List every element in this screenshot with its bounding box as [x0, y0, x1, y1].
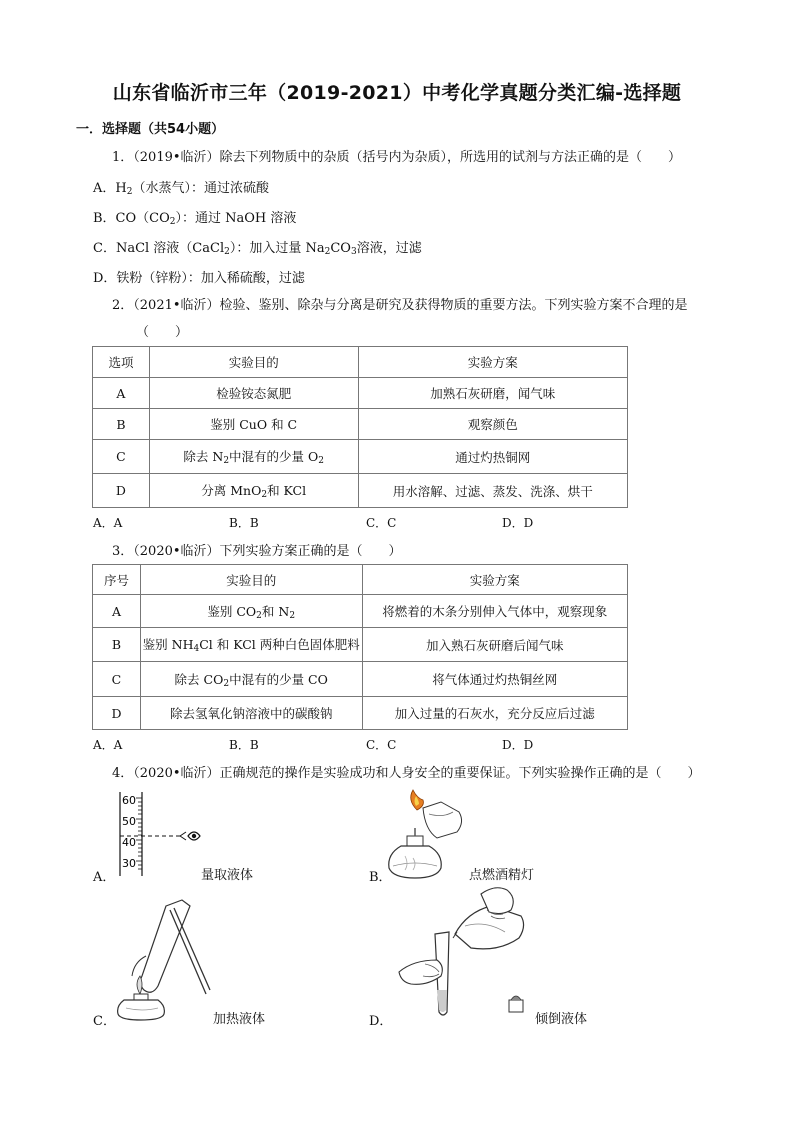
q1-c-sub2: 2 — [324, 247, 331, 257]
cell-sub: 2 — [256, 610, 262, 621]
table-row — [93, 409, 628, 440]
table-cell: 检验铵态氮肥 — [149, 378, 358, 409]
table-cell: C — [93, 662, 141, 697]
q1-c-text2: ）：加入过量 Na — [229, 241, 325, 256]
table-header-cell: 实验目的 — [149, 347, 358, 378]
cell-text: Cl 和 KCl 两种白色固体肥料 — [199, 637, 360, 652]
q1-a-sub: 2 — [126, 187, 133, 197]
table-header-cell: 实验方案 — [362, 565, 627, 595]
table-cell: D — [93, 697, 141, 730]
table-cell: A — [93, 595, 141, 628]
table-header-cell: 实验方案 — [358, 347, 627, 378]
cell-sub: 4 — [193, 644, 200, 654]
q2-answer-b[interactable]: B．B — [229, 516, 259, 530]
q2-answer-options — [0, 514, 794, 530]
table-cell — [149, 440, 358, 474]
q3-answer-d[interactable]: D．D — [502, 738, 534, 752]
q1-option-d[interactable]: D．铁粉（锌粉）：加入稀硫酸，过滤 — [93, 271, 305, 286]
cell-sub: 2 — [261, 490, 268, 500]
q1-option-a[interactable] — [93, 177, 269, 197]
q2-answer-c[interactable]: C．C — [366, 516, 397, 530]
q4-option-c-label: 加热液体 — [213, 1012, 266, 1027]
q1-option-b[interactable] — [93, 207, 296, 227]
q2-table — [92, 346, 628, 508]
q1-c-text: C．NaCl 溶液（CaCl — [93, 241, 225, 256]
cell-text: 和 N — [261, 603, 290, 619]
test-tube-icon — [140, 900, 190, 992]
table-cell — [140, 628, 362, 662]
table-cell: 观察颜色 — [358, 409, 627, 440]
table-row — [93, 474, 628, 508]
table-cell — [140, 595, 362, 628]
table-row — [93, 662, 628, 697]
cylinder-tick-label: 40 — [122, 836, 136, 849]
cell-sub: 2 — [289, 610, 296, 621]
q1-a-text2: （水蒸气）：通过浓硫酸 — [132, 181, 269, 196]
page-title: 山东省临沂市三年（2019-2021）中考化学真题分类汇编-选择题 — [112, 82, 682, 104]
lamp-wick-holder-icon — [407, 836, 423, 846]
q4-stem: 4．（2020•临沂）正确规范的操作是实验成功和人身安全的重要保证。下列实验操作正确的是（ ） — [112, 766, 701, 781]
table-row — [93, 378, 628, 409]
cylinder-tick-label: 30 — [122, 857, 136, 870]
table-header-cell: 实验目的 — [140, 565, 362, 595]
table-cell: 将气体通过灼热铜丝网 — [362, 662, 627, 697]
q1-c-text4: 溶液，过滤 — [356, 241, 422, 256]
q4-option-d-letter[interactable]: D． — [369, 1014, 393, 1029]
graduated-cylinder-figure — [108, 790, 208, 878]
table-row — [93, 440, 628, 474]
q2-answer-d[interactable]: D．D — [502, 516, 534, 530]
q1-b-text: B．CO（CO — [93, 211, 170, 226]
table-cell: C — [93, 440, 150, 474]
q4-option-a-label: 量取液体 — [201, 868, 254, 883]
q1-c-sub: 2 — [224, 247, 230, 257]
table-cell: 用水溶解、过滤、蒸发、洗涤、烘干 — [358, 474, 627, 508]
tilted-lamp-icon — [423, 802, 462, 838]
table-cell — [149, 474, 358, 508]
table-cell: 通过灼热铜网 — [358, 440, 627, 474]
cell-sub: 2 — [223, 678, 230, 689]
arrow-icon — [180, 832, 186, 840]
cylinder-tick-label: 60 — [122, 794, 136, 807]
q4-option-a-letter[interactable]: A． — [93, 870, 116, 885]
q4-option-c-letter[interactable]: C． — [93, 1014, 116, 1029]
table-cell: D — [93, 474, 150, 508]
q1-c-sub3: 3 — [350, 247, 357, 257]
cylinder-tick-label: 50 — [122, 815, 136, 828]
table-header-row — [93, 565, 628, 595]
cell-text: 鉴别 CO — [207, 603, 257, 619]
cell-text: 中混有的少量 O — [229, 449, 319, 464]
bottle-stopper-icon — [509, 1000, 523, 1012]
cell-sub: 2 — [223, 456, 230, 466]
cylinder-scale — [136, 798, 142, 869]
table-cell: B — [93, 628, 141, 662]
q4-option-b-letter[interactable]: B． — [369, 870, 392, 885]
table-row — [93, 595, 628, 628]
table-cell: 加入熟石灰研磨后闻气味 — [362, 628, 627, 662]
cell-text: 鉴别 NH — [142, 637, 194, 652]
table-header-cell: 序号 — [93, 565, 141, 595]
cell-text: 中混有的少量 CO — [229, 671, 328, 687]
q3-answer-a[interactable]: A．A — [93, 738, 123, 752]
lamp-neck-icon — [134, 994, 148, 1000]
q1-a-text: A．H — [93, 181, 127, 196]
table-cell: A — [93, 378, 150, 409]
q2-stem-bracket: （ ） — [136, 325, 189, 340]
q1-b-sub: 2 — [169, 217, 176, 227]
table-header-cell: 选项 — [93, 347, 150, 378]
q1-option-c[interactable] — [93, 237, 422, 257]
table-cell — [140, 662, 362, 697]
q2-answer-a[interactable]: A．A — [93, 516, 123, 530]
q3-answer-options — [0, 736, 794, 752]
q1-stem: 1．（2019•临沂）除去下列物质中的杂质（括号内为杂质），所选用的试剂与方法正确的是（ ） — [112, 150, 682, 165]
cell-text: 分离 MnO — [201, 483, 262, 498]
q4-option-d-label: 倾倒液体 — [535, 1012, 588, 1027]
alcohol-lamp-lighting-figure — [383, 788, 479, 882]
q1-b-text2: ）：通过 NaOH 溶液 — [175, 211, 297, 226]
table-cell: 除去氢氧化钠溶液中的碳酸钠 — [140, 697, 362, 730]
flame-icon — [137, 976, 142, 994]
cell-text: 除去 N — [183, 449, 224, 464]
q3-answer-b[interactable]: B．B — [229, 738, 259, 752]
eye-pupil-icon — [192, 834, 196, 838]
q1-c-text3: CO — [330, 241, 351, 256]
test-tube-holder-icon — [170, 910, 206, 994]
q2-stem: 2．（2021•临沂）检验、鉴别、除杂与分离是研究及获得物质的重要方法。下列实验方案不合理的是 — [112, 298, 688, 313]
table-header-row — [93, 347, 628, 378]
q3-stem: 3．（2020•临沂）下列实验方案正确的是（ ） — [112, 544, 402, 559]
heating-liquid-figure — [110, 898, 214, 1022]
cell-text: 和 KCl — [267, 483, 307, 498]
q4-option-b-label: 点燃酒精灯 — [469, 868, 535, 883]
table-cell: 加熟石灰研磨，闻气味 — [358, 378, 627, 409]
table-cell: 鉴别 CuO 和 C — [149, 409, 358, 440]
hand-icon — [399, 960, 442, 984]
table-cell: 加入过量的石灰水，充分反应后过滤 — [362, 697, 627, 730]
table-row — [93, 697, 628, 730]
pouring-liquid-figure — [395, 880, 531, 1020]
cell-text: 除去 CO — [174, 671, 224, 687]
q3-answer-c[interactable]: C．C — [366, 738, 397, 752]
section-heading: 一．选择题（共54小题） — [76, 122, 225, 137]
table-cell: 将燃着的木条分别伸入气体中，观察现象 — [362, 595, 627, 628]
cell-sub: 2 — [318, 456, 325, 466]
table-row — [93, 628, 628, 662]
table-cell: B — [93, 409, 150, 440]
q3-table — [92, 564, 628, 730]
